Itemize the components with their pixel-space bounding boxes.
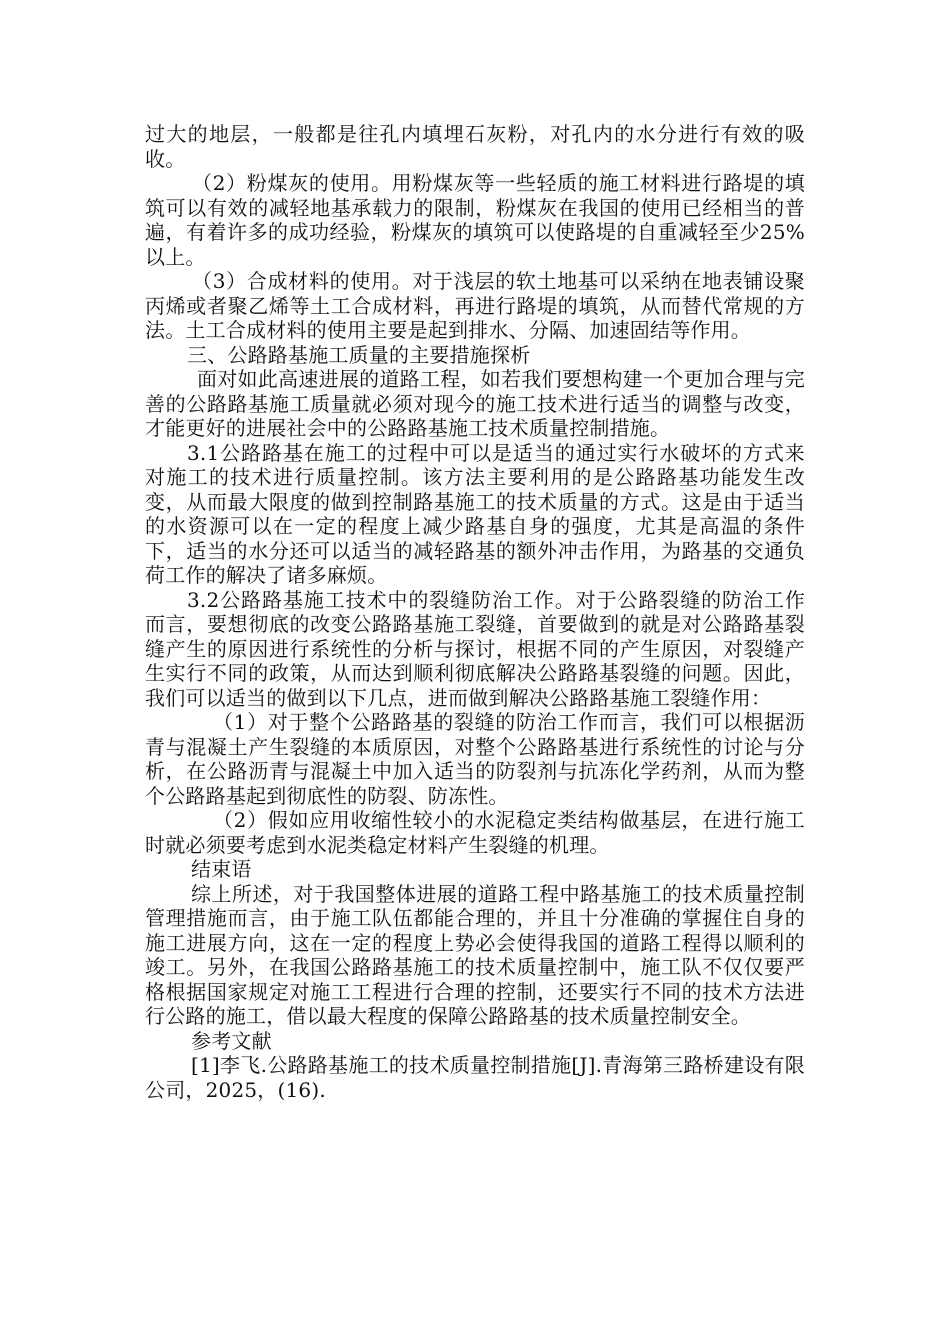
document-page [145, 122, 805, 1102]
reference-item-1: [1]李飞.公路路基施工的技术质量控制措施[J].青海第三路桥建设有限公司，2025，(16). [145, 1053, 805, 1102]
paragraph-section-3-intro: 面对如此高速进展的道路工程，如若我们要想构建一个更加合理与完善的公路路基施工质量就必须对现今的施工技术进行适当的调整与改变，才能更好的进展社会中的公路路基施工技术质量控制措施。 [145, 367, 805, 440]
paragraph-crack-item-1: （1）对于整个公路路基的裂缝的防治工作而言，我们可以根据沥青与混凝土产生裂缝的本质原因，对整个公路路基进行系统性的讨论与分析，在公路沥青与混凝土中加入适当的防裂剂与抗冻化学药剂，从而为整个公路路基起到彻底性的防裂、防冻性。 [145, 710, 805, 808]
paragraph-3-1: 3.1公路路基在施工的过程中可以是适当的通过实行水破坏的方式来对施工的技术进行质量控制。该方法主要利用的是公路路基功能发生改变，从而最大限度的做到控制路基施工的技术质量的方式。这是由于适当的水资源可以在一定的程度上减少路基自身的强度，尤其是高温的条件下，适当的水分还可以适当的减轻路基的额外冲击作用，为路基的交通负荷工作的解决了诸多麻烦。 [145, 440, 805, 587]
section-heading-3: 三、公路路基施工质量的主要措施探析 [187, 342, 531, 367]
conclusion-heading: 结束语 [191, 857, 252, 881]
paragraph-conclusion: 综上所述，对于我国整体进展的道路工程中路基施工的技术质量控制管理措施而言，由于施工队伍都能合理的，并且十分准确的掌握住自身的施工进展方向，这在一定的程度上势必会使得我国的道路工程得以顺利的竣工。另外，在我国公路路基施工的技术质量控制中，施工队不仅仅要严格根据国家规定对施工工程进行合理的控制，还要实行不同的技术方法进行公路的施工，借以最大程度的保障公路路基的技术质量控制安全。 [145, 881, 805, 1028]
paragraph-3-2: 3.2公路路基施工技术中的裂缝防治工作。对于公路裂缝的防治工作而言，要想彻底的改变公路路基施工裂缝，首要做到的就是对公路路基裂缝产生的原因进行系统性的分析与探讨，根据不同的产生原因，对裂缝产生实行不同的政策，从而达到顺利彻底解决公路路基裂缝的问题。因此，我们可以适当的做到以下几点，进而做到解决公路路基施工裂缝作用： [145, 587, 805, 710]
paragraph-intro-continuation: 过大的地层，一般都是往孔内填埋石灰粉，对孔内的水分进行有效的吸收。 [145, 122, 805, 171]
paragraph-synthetic-materials: （3）合成材料的使用。对于浅层的软土地基可以采纳在地表铺设聚丙烯或者聚乙烯等土工合成材料，再进行路堤的填筑，从而替代常规的方法。土工合成材料的使用主要是起到排水、分隔、加速固结等作用。 [145, 269, 805, 342]
paragraph-fly-ash: （2）粉煤灰的使用。用粉煤灰等一些轻质的施工材料进行路堤的填筑可以有效的减轻地基承载力的限制，粉煤灰在我国的使用已经相当的普遍，有着许多的成功经验，粉煤灰的填筑可以使路堤的自重减轻至少25%以上。 [145, 171, 805, 269]
paragraph-crack-item-2: （2）假如应用收缩性较小的水泥稳定类结构做基层，在进行施工时就必须要考虑到水泥类稳定材料产生裂缝的机理。 [145, 808, 805, 857]
references-heading: 参考文献 [191, 1028, 272, 1053]
